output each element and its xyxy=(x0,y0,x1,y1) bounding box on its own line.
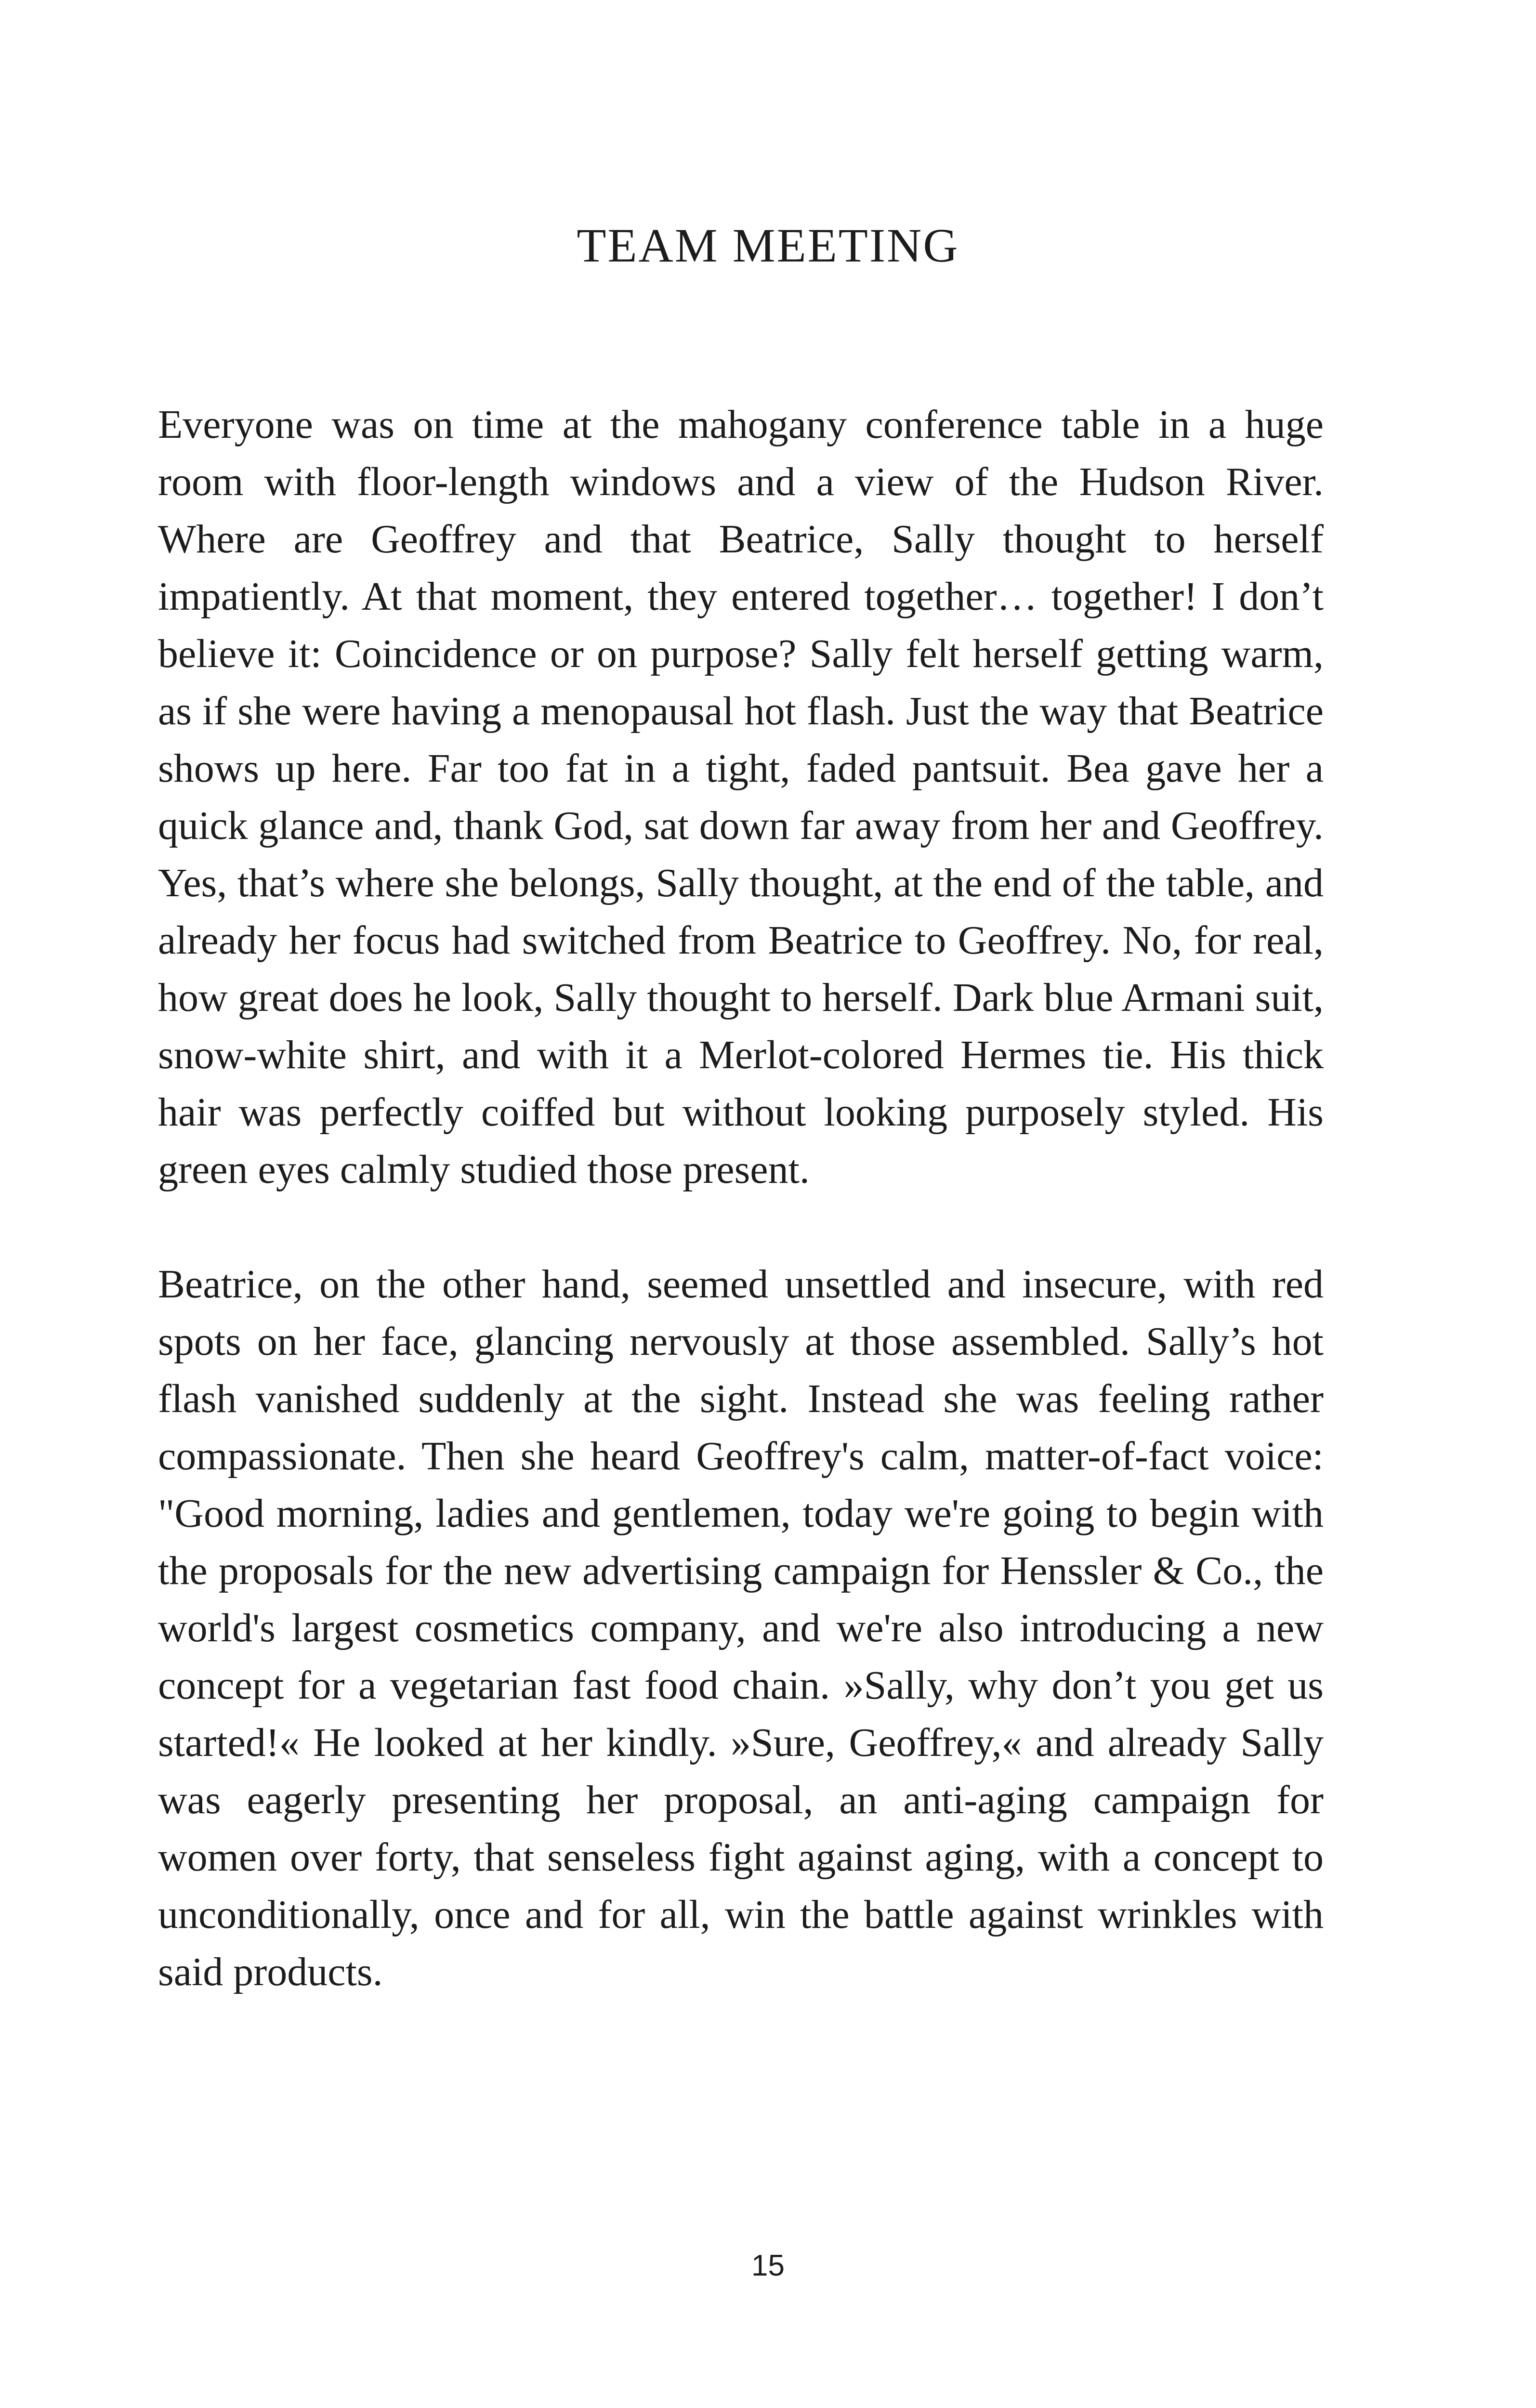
body-text xyxy=(158,396,1324,2001)
paragraph-1: Everyone was on time at the mahogany conference table in a huge room with floor-length windows and a view of the Hudson River. Where are Geoffrey and that Beatrice, Sally thought to herself impatiently. At that moment, they entered together… together! I don’t believe it: Coincidence or on purpose? Sally felt herself getting warm, as if she were having a menopausal hot flash. Just the way that Beatrice shows up here. Far too fat in a tight, faded pantsuit. Bea gave her a quick glance and, thank God, sat down far away from her and Geoffrey. Yes, that’s where she belongs, Sally thought, at the end of the table, and already her focus had switched from Beatrice to Geoffrey. No, for real, how great does he look, Sally thought to herself. Dark blue Armani suit, snow-white shirt, and with it a Merlot-colored Hermes tie. His thick hair was perfectly coiffed but without looking purposely styled. His green eyes calmly studied those present. xyxy=(158,402,1324,1192)
page-number: 15 xyxy=(751,2249,785,2282)
paragraph-2: Beatrice, on the other hand, seemed unsettled and insecure, with red spots on her face, glancing nervously at those assembled. Sally’s hot flash vanished suddenly at the sight. Instead she was feeling rather compassionate. Then she heard Geoffrey's calm, matter-of-fact voice: "Good morning, ladies and gentlemen, today we're going to begin with the proposals for the new advertising campaign for Henssler & Co., the world's largest cosmetics company, and we're also introducing a new concept for a vegetarian fast food chain. »Sally, why don’t you get us started!« He looked at her kindly. »Sure, Geoffrey,« and already Sally was eagerly presenting her proposal, an anti-aging campaign for women over forty, that senseless fight against aging, with a concept to unconditionally, once and for all, win the battle against wrinkles with said products. xyxy=(158,1262,1324,1994)
page-title: TEAM MEETING xyxy=(577,219,959,272)
